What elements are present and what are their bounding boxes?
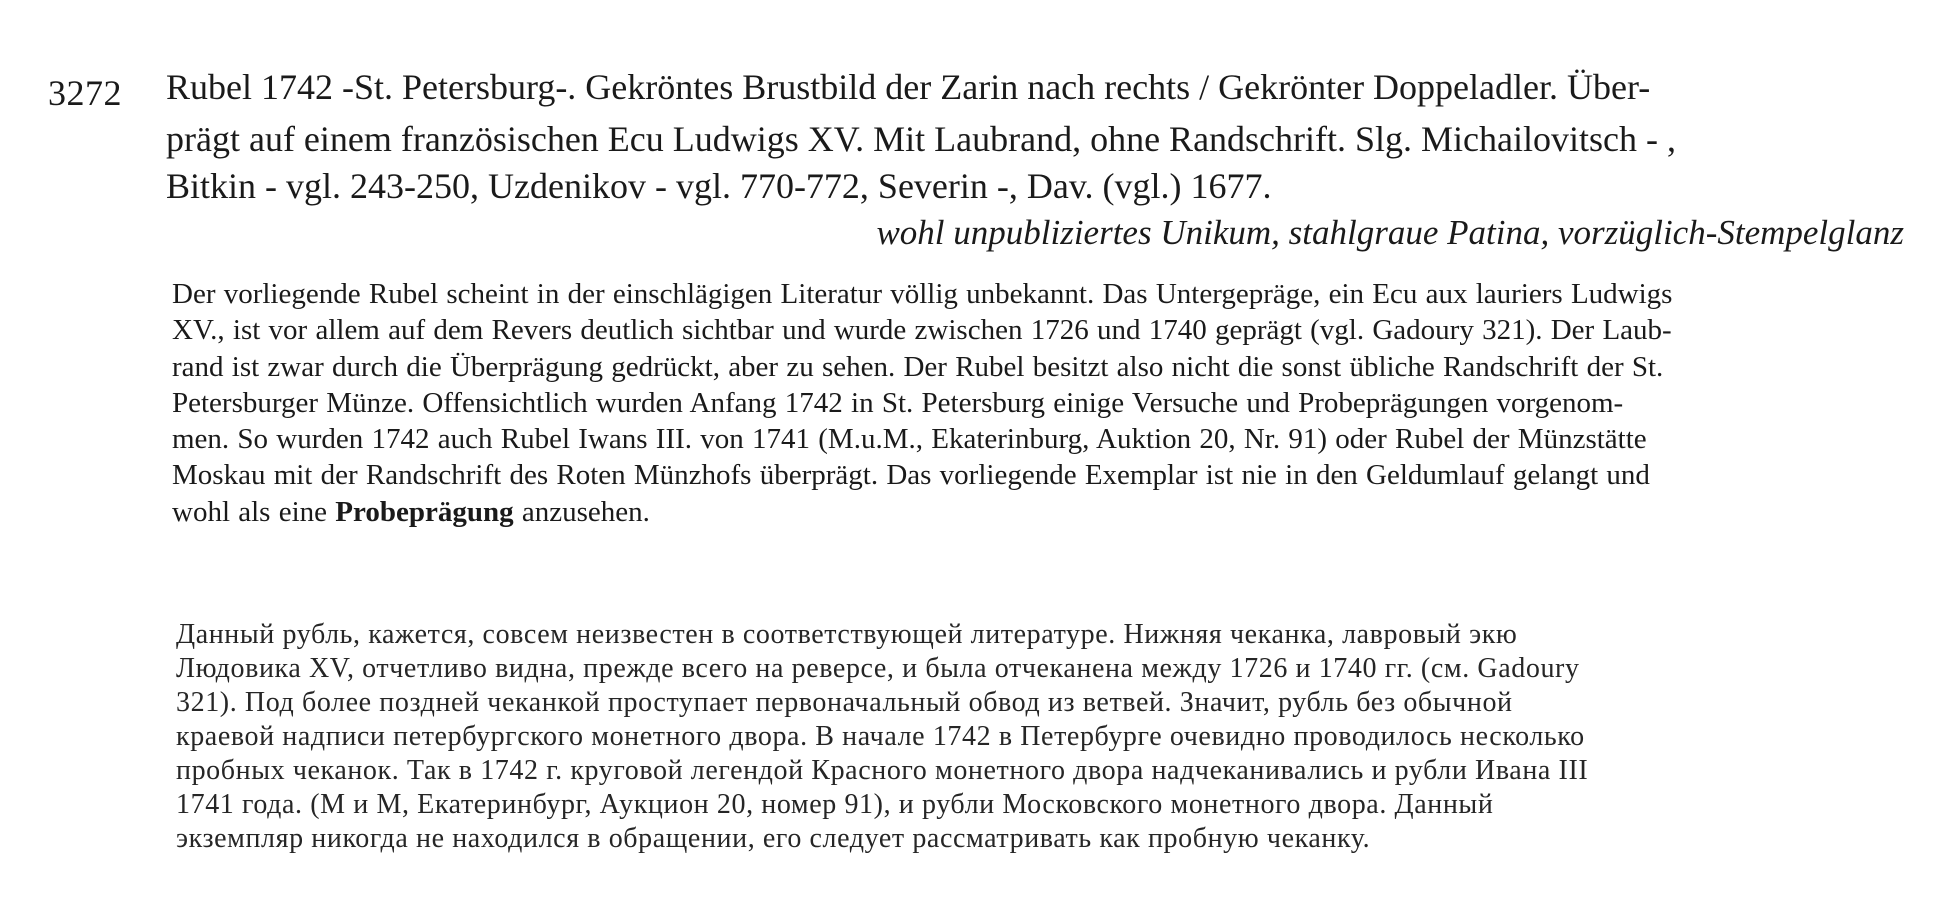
paragraph-line: 1741 года. (М и М, Екатеринбург, Аукцион 20, номер 91), и рубли Московского монетного двора. Данный — [176, 789, 1494, 820]
description-german — [172, 276, 1907, 530]
emphasis-probepraegung: Probeprägung — [335, 495, 514, 528]
lot-condition: wohl unpubliziertes Unikum, stahlgraue Patina, vorzüglich-Stempelglanz — [876, 213, 1904, 252]
paragraph-line: men. So wurden 1742 auch Rubel Iwans III. von 1741 (M.u.M., Ekaterinburg, Auktion 20, Nr. 91) oder Rubel der Münzstätte — [172, 423, 1647, 456]
lot-title-line: Bitkin - vgl. 243-250, Uzdenikov - vgl. 770-772, Severin -, Dav. (vgl.) 1677. — [166, 166, 1272, 206]
paragraph-line: rand ist zwar durch die Überprägung gedrückt, aber zu sehen. Der Rubel besitzt also nicht die sonst übliche Randschrift der St. — [172, 350, 1664, 383]
paragraph-line: Petersburger Münze. Offensichtlich wurden Anfang 1742 in St. Petersburg einige Versuche und Probeprägungen vorgenom- — [172, 386, 1624, 419]
line-suffix: anzusehen. — [513, 495, 650, 528]
paragraph-line: 321). Под более поздней чеканкой проступает первоначальный обвод из ветвей. Значит, рубль без обычной — [176, 687, 1513, 718]
paragraph-line: XV., ist vor allem auf dem Revers deutlich sichtbar und wurde zwischen 1726 und 1740 geprägt (vgl. Gadoury 321). Der Laub- — [172, 314, 1672, 347]
lot-title-line: Rubel 1742 -St. Petersburg-. Gekröntes Brustbild der Zarin nach rechts / Gekrönter Doppeladler. Über- — [166, 67, 1651, 107]
paragraph-line-last — [172, 494, 1907, 530]
line-prefix: wohl als eine — [172, 495, 336, 528]
paragraph-line: Moskau mit der Randschrift des Roten Münzhofs überprägt. Das vorliegende Exemplar ist nie in den Geldumlauf gelangt und — [172, 459, 1650, 492]
paragraph-line: краевой надписи петербургского монетного двора. В начале 1742 в Петербурге очевидно проводилось несколько — [176, 721, 1585, 752]
description-russian — [176, 618, 1911, 856]
paragraph-line: Людовика XV, отчетливо видна, прежде всего на реверсе, и была отчеканена между 1726 и 1740 гг. (см. Gadoury — [176, 653, 1580, 684]
paragraph-line: экземпляр никогда не находился в обращении, его следует рассматривать как пробную чеканку. — [176, 823, 1371, 854]
paragraph-line: Данный рубль, кажется, совсем неизвестен в соответствующей литературе. Нижняя чеканка, лавровый экю — [176, 619, 1518, 650]
paragraph-line: Der vorliegende Rubel scheint in der einschlägigen Literatur völlig unbekannt. Das Untergepräge, ein Ecu aux lauriers Ludwigs — [172, 278, 1673, 310]
lot-number: 3272 — [48, 73, 122, 113]
paragraph-line: пробных чеканок. Так в 1742 г. круговой легендой Красного монетного двора надчеканивались и рубли Ивана III — [176, 755, 1589, 786]
lot-title-line: prägt auf einem französischen Ecu Ludwigs XV. Mit Laubrand, ohne Randschrift. Slg. Michailovitsch - , — [166, 119, 1676, 159]
